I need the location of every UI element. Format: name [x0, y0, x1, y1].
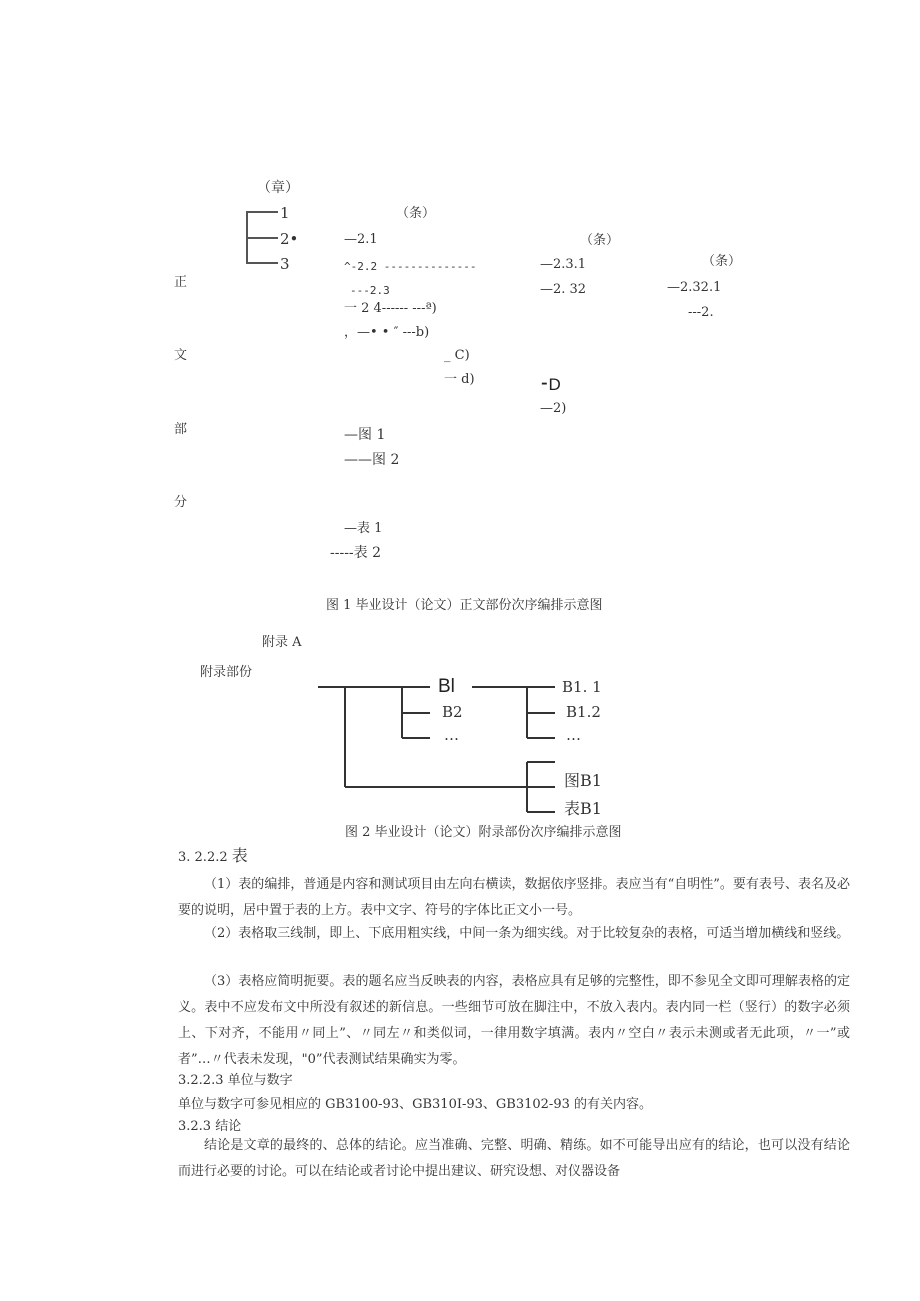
paragraph-units: 单位与数字可参见相应的 GB3100-93、GB310I-93、GB3102-93 的有关内容。: [178, 1097, 652, 1112]
node-b2: B2: [442, 703, 463, 721]
col1-line-2-2: ^-2.2 --------------: [344, 260, 477, 273]
chapter-label: （章）: [257, 180, 299, 196]
col2-heading: （条）: [580, 233, 620, 248]
paragraph-conclusion: 结论是文章的最终的、总体的结论。应当准确、完整、明确、精练。如不可能导出应有的结论，也可以没有结论而进行必要的讨论。可以在结论或者讨论中提出建议、研究设想、对仪器设备: [178, 1138, 850, 1179]
col1-figure-1: —图 1: [344, 427, 386, 443]
col1-line-d: 一 d): [444, 372, 475, 387]
section-conclusion-heading: 3.2.3 结论: [178, 1119, 242, 1134]
side-char-1: 正: [174, 275, 188, 290]
appendix-part-label: 附录部份: [200, 665, 253, 680]
chapter-item-2: 2•: [280, 230, 299, 248]
section-table-number: 3. 2.2.2: [178, 850, 228, 865]
col1-line-2-1: —2.1: [344, 232, 378, 247]
side-char-4: 分: [174, 495, 188, 510]
node-b1: Bl: [438, 676, 455, 697]
col1-table-2: -----表 2: [330, 545, 382, 561]
section-units-heading: 3.2.2.3 单位与数字: [178, 1073, 293, 1088]
side-char-3: 部: [174, 422, 188, 437]
col1-line-2-3: ---2.3: [350, 284, 390, 297]
node-b1-1: B1. 1: [562, 678, 602, 696]
node-figure-b1: 图B1: [564, 771, 602, 790]
paragraph-table-2: （2）表格取三线制，即上、下底用粗实线，中间一条为细实线。对于比较复杂的表格，可适当增加横线和竖线。: [204, 926, 850, 941]
col2-line-2-3-1: —2.3.1: [540, 257, 587, 272]
appendix-a-label: 附录 A: [262, 635, 302, 650]
figure2-caption: 图 2 毕业设计（论文）附录部份次序编排示意图: [345, 825, 622, 840]
paragraph-table-3: （3）表格应简明扼要。表的题名应当反映表的内容，表格应具有足够的完整性，即不参见全文即可理解表格的定义。表中不应发布文中所没有叙述的新信息。一些细节可放在脚注中，不放入表内。表内同一栏（竖行）的数字必须上、下对齐，不能用〃同上”、〃同左〃和类似词，一律用数字填满。表内〃空白〃表示未测或者无此项，〃一”或者”…〃代表未发现，"0”代表测试结果确实为零。: [178, 974, 850, 1067]
col2-line-2-32: —2. 32: [540, 282, 587, 297]
col1-table-1: —表 1: [344, 521, 383, 536]
col2-line-1-d: ⁃D: [540, 375, 561, 394]
section-table-heading: [178, 848, 248, 866]
figure1-caption: 图 1 毕业设计（论文）正文部份次序编排示意图: [326, 598, 603, 613]
col3-line-2: ---2.: [688, 305, 714, 320]
col3-line-2-32-1: —2.32.1: [667, 280, 722, 295]
col1-line-2-4: 一 2 4------ ---ª): [344, 301, 437, 316]
col3-heading: （条）: [702, 254, 742, 269]
node-dots-2: …: [566, 726, 581, 744]
paragraph-table-1: （1）表的编排，普通是内容和测试项目由左向右横读，数据依序竖排。表应当有“自明性”。要有表号、表名及必要的说明，居中置于表的上方。表中文字、符号的字体比正文小一号。: [178, 877, 850, 918]
node-b1-2: B1.2: [566, 703, 601, 721]
col2-line-2: —2): [540, 401, 567, 416]
chapter-item-1: 1: [280, 204, 290, 222]
col1-heading: （条）: [396, 206, 436, 221]
node-dots-1: …: [444, 726, 459, 744]
col1-figure-2: ——图 2: [344, 452, 400, 468]
col1-line-c: _ C): [444, 348, 470, 363]
col1-line-b: ，—• • ″ ---b): [344, 325, 430, 340]
chapter-item-3: 3: [280, 255, 290, 273]
section-table-word: 表: [231, 846, 248, 865]
side-char-2: 文: [174, 348, 188, 363]
node-table-b1: 表B1: [564, 799, 602, 818]
